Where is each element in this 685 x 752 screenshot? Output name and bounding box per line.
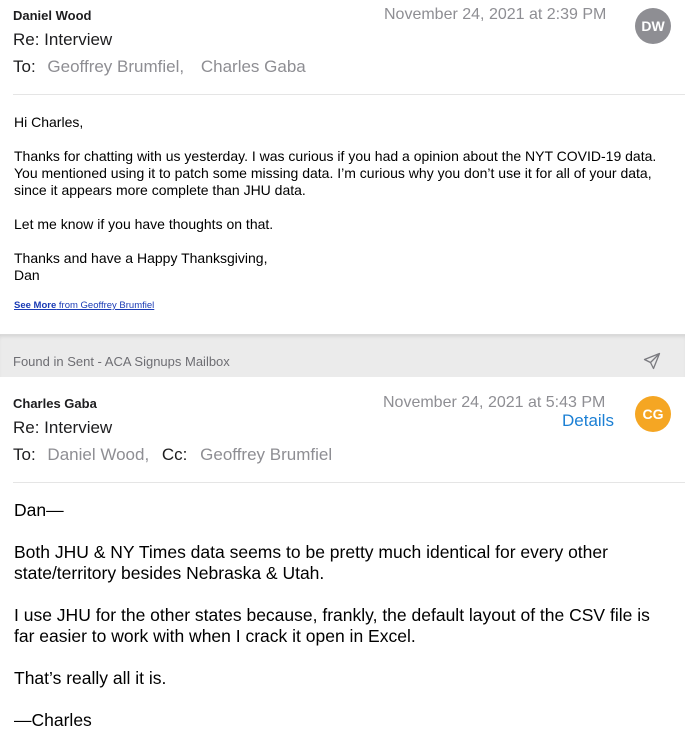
message-1	[0, 0, 685, 334]
body-paragraph: Thanks and have a Happy Thanksgiving,	[14, 250, 268, 266]
to-row	[13, 445, 332, 465]
see-more-bold: See More	[14, 300, 57, 311]
recipient-1[interactable]: Geoffrey Brumfiel,	[47, 57, 185, 76]
sent-paper-plane-icon[interactable]	[643, 352, 661, 375]
header-divider	[13, 482, 685, 483]
message-date: November 24, 2021 at 5:43 PM	[383, 394, 606, 411]
found-in-text: Found in Sent - ACA Signups Mailbox	[13, 354, 230, 369]
sender-name: Charles Gaba	[13, 396, 97, 411]
message-body	[14, 500, 664, 752]
subject: Re: Interview	[13, 30, 113, 49]
to-label: To:	[13, 57, 36, 76]
to-row	[13, 57, 306, 77]
found-in-bar	[0, 334, 685, 378]
cc-label: Cc:	[161, 445, 188, 464]
see-more-rest: from Geoffrey Brumfiel	[56, 300, 155, 311]
body-paragraph: Hi Charles,	[14, 114, 84, 130]
sender-name: Daniel Wood	[13, 8, 92, 23]
body-paragraph: Thanks for chatting with us yesterday. I was curious if you had a opinion about the NYT COVID-19 data. You mentioned using it to patch some missing data. I’m curious why you don’t use it for all of your data, since it appears more complete than JHU data.	[14, 148, 657, 198]
message-date: November 24, 2021 at 2:39 PM	[384, 6, 607, 23]
cc-recipient[interactable]: Geoffrey Brumfiel	[200, 445, 333, 464]
recipient-1[interactable]: Daniel Wood,	[47, 445, 150, 464]
subject: Re: Interview	[13, 418, 113, 437]
message-body	[14, 114, 664, 301]
to-label: To:	[13, 445, 36, 464]
body-paragraph: —Charles	[14, 710, 92, 730]
body-paragraph: Let me know if you have thoughts on that.	[14, 216, 274, 232]
body-paragraph: That’s really all it is.	[14, 668, 167, 688]
avatar[interactable]: CG	[635, 396, 671, 432]
see-more-link[interactable]	[14, 300, 154, 311]
body-paragraph: Dan	[14, 267, 40, 283]
recipient-2[interactable]: Charles Gaba	[200, 57, 306, 76]
header-divider	[13, 94, 685, 95]
details-link[interactable]: Details	[562, 411, 614, 430]
avatar[interactable]: DW	[635, 8, 671, 44]
body-paragraph: Both JHU & NY Times data seems to be pretty much identical for every other state/territory besides Nebraska & Utah.	[14, 542, 608, 583]
body-paragraph: I use JHU for the other states because, frankly, the default layout of the CSV file is far easier to work with when I crack it open in Excel.	[14, 605, 650, 646]
body-paragraph: Dan—	[14, 500, 64, 520]
